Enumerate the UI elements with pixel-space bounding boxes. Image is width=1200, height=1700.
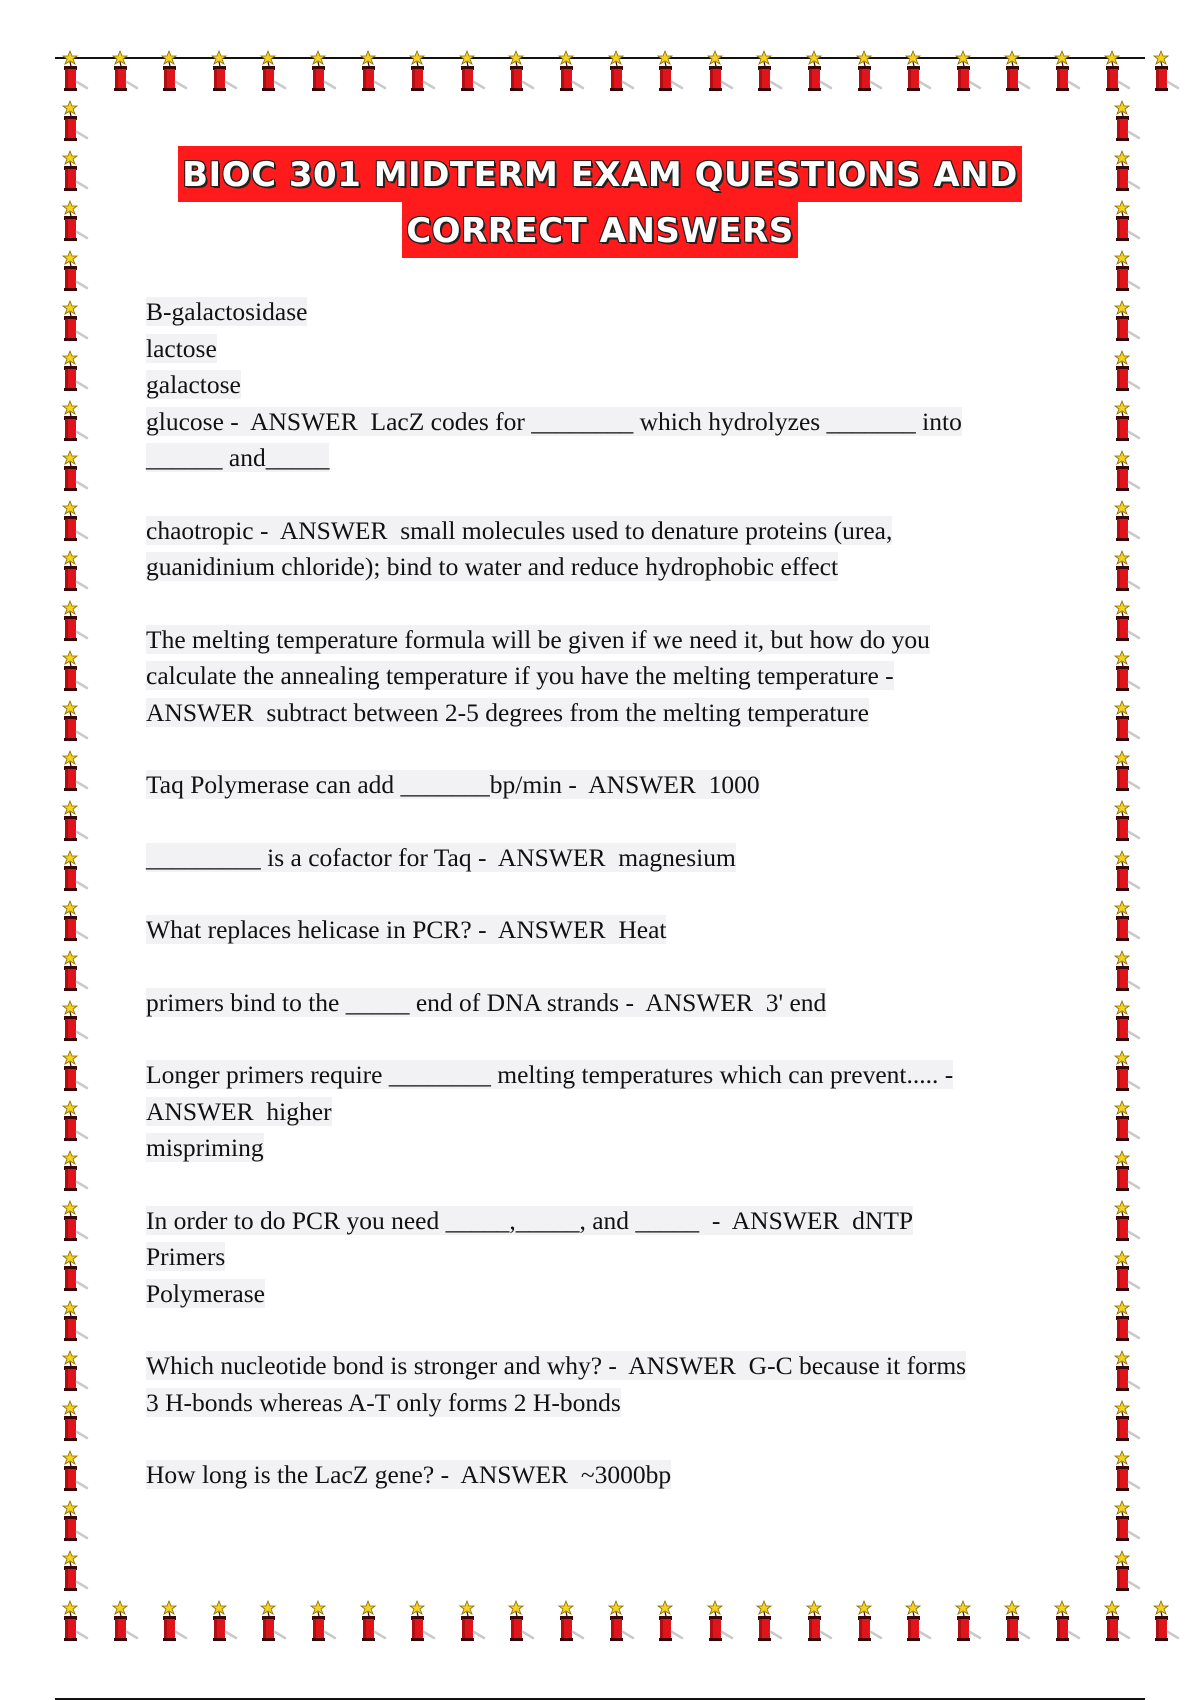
firecracker-icon <box>60 1350 90 1394</box>
qa-item <box>146 1203 1076 1313</box>
firecracker-icon <box>60 1050 90 1094</box>
firecracker-icon <box>1112 150 1142 194</box>
qa-line: B-galactosidase <box>146 297 308 326</box>
qa-line: _________ is a cofactor for Taq - ANSWER magnesium <box>146 842 736 872</box>
qa-line: mispriming <box>146 1133 264 1162</box>
firecracker-icon <box>60 650 90 694</box>
qa-item <box>146 622 1076 732</box>
firecracker-icon <box>258 1600 288 1644</box>
qa-line: What replaces helicase in PCR? - ANSWER Heat <box>146 915 667 944</box>
firecracker-icon <box>1112 1350 1142 1394</box>
firecracker-icon <box>457 1600 487 1644</box>
firecracker-icon <box>60 400 90 444</box>
firecracker-icon <box>358 1600 388 1644</box>
firecracker-icon <box>1112 650 1142 694</box>
firecracker-icon <box>903 1600 933 1644</box>
firecracker-icon <box>1151 1600 1181 1644</box>
qa-item <box>146 912 1076 949</box>
firecracker-icon <box>60 500 90 544</box>
firecracker-icon <box>1112 500 1142 544</box>
firecracker-icon <box>804 1600 834 1644</box>
qa-item <box>146 985 1076 1022</box>
firecracker-icon <box>60 750 90 794</box>
firecracker-icon <box>60 200 90 244</box>
firecracker-icon <box>60 250 90 294</box>
firecracker-icon <box>1112 350 1142 394</box>
firecracker-icon <box>60 1600 90 1644</box>
qa-item <box>146 294 1076 477</box>
firecracker-icon <box>1112 1250 1142 1294</box>
qa-line: Primers <box>146 1242 226 1271</box>
firecracker-icon <box>60 450 90 494</box>
firecracker-icon <box>1112 1050 1142 1094</box>
firecracker-icon <box>308 1600 338 1644</box>
qa-line: 3 H-bonds whereas A-T only forms 2 H-bonds <box>146 1387 621 1417</box>
qa-line: lactose <box>146 333 217 363</box>
firecracker-icon <box>159 1600 189 1644</box>
qa-item <box>146 1457 1076 1494</box>
firecracker-icon <box>1112 1400 1142 1444</box>
firecracker-icon <box>1112 1550 1142 1594</box>
qa-item <box>146 1057 1076 1167</box>
firecracker-icon <box>1112 450 1142 494</box>
firecracker-icon <box>1112 750 1142 794</box>
firecracker-icon <box>60 1550 90 1594</box>
qa-item <box>146 1348 1076 1421</box>
firecracker-icon <box>1112 1100 1142 1144</box>
qa-line: calculate the annealing temperature if you have the melting temperature - <box>146 661 894 690</box>
firecracker-icon <box>60 150 90 194</box>
firecracker-icon <box>60 800 90 844</box>
document-title <box>100 146 1100 258</box>
qa-line: Taq Polymerase can add _______bp/min - ANSWER 1000 <box>146 770 760 799</box>
qa-list <box>146 294 1076 1530</box>
firecracker-icon <box>60 550 90 594</box>
firecracker-icon <box>1112 1300 1142 1344</box>
firecracker-icon <box>1112 250 1142 294</box>
firecracker-icon <box>60 950 90 994</box>
firecracker-icon <box>60 100 90 144</box>
firecracker-icon <box>60 300 90 344</box>
firecracker-icon <box>60 1300 90 1344</box>
qa-item <box>146 840 1076 877</box>
firecracker-icon <box>1112 100 1142 144</box>
firecracker-icon <box>60 900 90 944</box>
qa-line: galactose <box>146 370 241 399</box>
firecracker-icon <box>60 350 90 394</box>
title-line-2: CORRECT ANSWERS <box>402 202 798 258</box>
firecracker-icon <box>1002 1600 1032 1644</box>
firecracker-icon <box>854 1600 884 1644</box>
qa-item <box>146 513 1076 586</box>
firecracker-icon <box>1112 1500 1142 1544</box>
qa-line: Longer primers require ________ melting temperatures which can prevent..... - <box>146 1060 954 1089</box>
firecracker-icon <box>1112 700 1142 744</box>
firecracker-icon <box>1112 950 1142 994</box>
qa-line: ANSWER subtract between 2-5 degrees from the melting temperature <box>146 697 869 727</box>
qa-line: ANSWER higher <box>146 1096 332 1126</box>
firecracker-icon <box>1112 550 1142 594</box>
firecracker-icon <box>606 1600 636 1644</box>
firecracker-icon <box>506 1600 536 1644</box>
firecracker-icon <box>60 1400 90 1444</box>
firecracker-icon <box>209 1600 239 1644</box>
firecracker-icon <box>60 1500 90 1544</box>
qa-line: guanidinium chloride); bind to water and reduce hydrophobic effect <box>146 552 839 581</box>
firecracker-icon <box>556 1600 586 1644</box>
qa-line: ______ and_____ <box>146 443 330 472</box>
qa-line: In order to do PCR you need _____,_____, and _____ - ANSWER dNTP <box>146 1205 914 1235</box>
firecracker-icon <box>1112 900 1142 944</box>
firecracker-icon <box>60 1450 90 1494</box>
firecracker-icon <box>1112 200 1142 244</box>
qa-line: glucose - ANSWER LacZ codes for ________ which hydrolyzes _______ into <box>146 406 962 436</box>
firecracker-icon <box>1112 300 1142 344</box>
qa-line: Which nucleotide bond is stronger and why? - ANSWER G-C because it forms <box>146 1351 967 1380</box>
firecracker-icon <box>655 1600 685 1644</box>
top-rule <box>55 57 1145 59</box>
firecracker-icon <box>60 1150 90 1194</box>
firecracker-icon <box>1112 1000 1142 1044</box>
firecracker-icon <box>60 1250 90 1294</box>
firecracker-icon <box>110 1600 140 1644</box>
firecracker-icon <box>60 1000 90 1044</box>
firecracker-icon <box>1151 50 1181 94</box>
firecracker-icon <box>1112 1200 1142 1244</box>
firecracker-icon <box>407 1600 437 1644</box>
firecracker-icon <box>1112 850 1142 894</box>
qa-line: Polymerase <box>146 1278 265 1308</box>
title-line-1: BIOC 301 MIDTERM EXAM QUESTIONS AND <box>178 146 1022 202</box>
firecracker-icon <box>60 1100 90 1144</box>
firecracker-icon <box>953 1600 983 1644</box>
firecracker-icon <box>60 600 90 644</box>
firecracker-icon <box>1112 1450 1142 1494</box>
qa-item <box>146 767 1076 804</box>
firecracker-icon <box>754 1600 784 1644</box>
firecracker-icon <box>1052 1600 1082 1644</box>
firecracker-icon <box>1102 1600 1132 1644</box>
firecracker-icon <box>60 850 90 894</box>
firecracker-icon <box>705 1600 735 1644</box>
firecracker-icon <box>1112 600 1142 644</box>
firecracker-icon <box>60 1200 90 1244</box>
firecracker-icon <box>1112 400 1142 444</box>
qa-line: primers bind to the _____ end of DNA strands - ANSWER 3' end <box>146 987 827 1017</box>
firecracker-icon <box>1112 800 1142 844</box>
qa-line: How long is the LacZ gene? - ANSWER ~3000bp <box>146 1460 672 1489</box>
firecracker-icon <box>60 700 90 744</box>
qa-line: The melting temperature formula will be given if we need it, but how do you <box>146 624 930 654</box>
qa-line: chaotropic - ANSWER small molecules used to denature proteins (urea, <box>146 515 893 545</box>
firecracker-icon <box>1112 1150 1142 1194</box>
